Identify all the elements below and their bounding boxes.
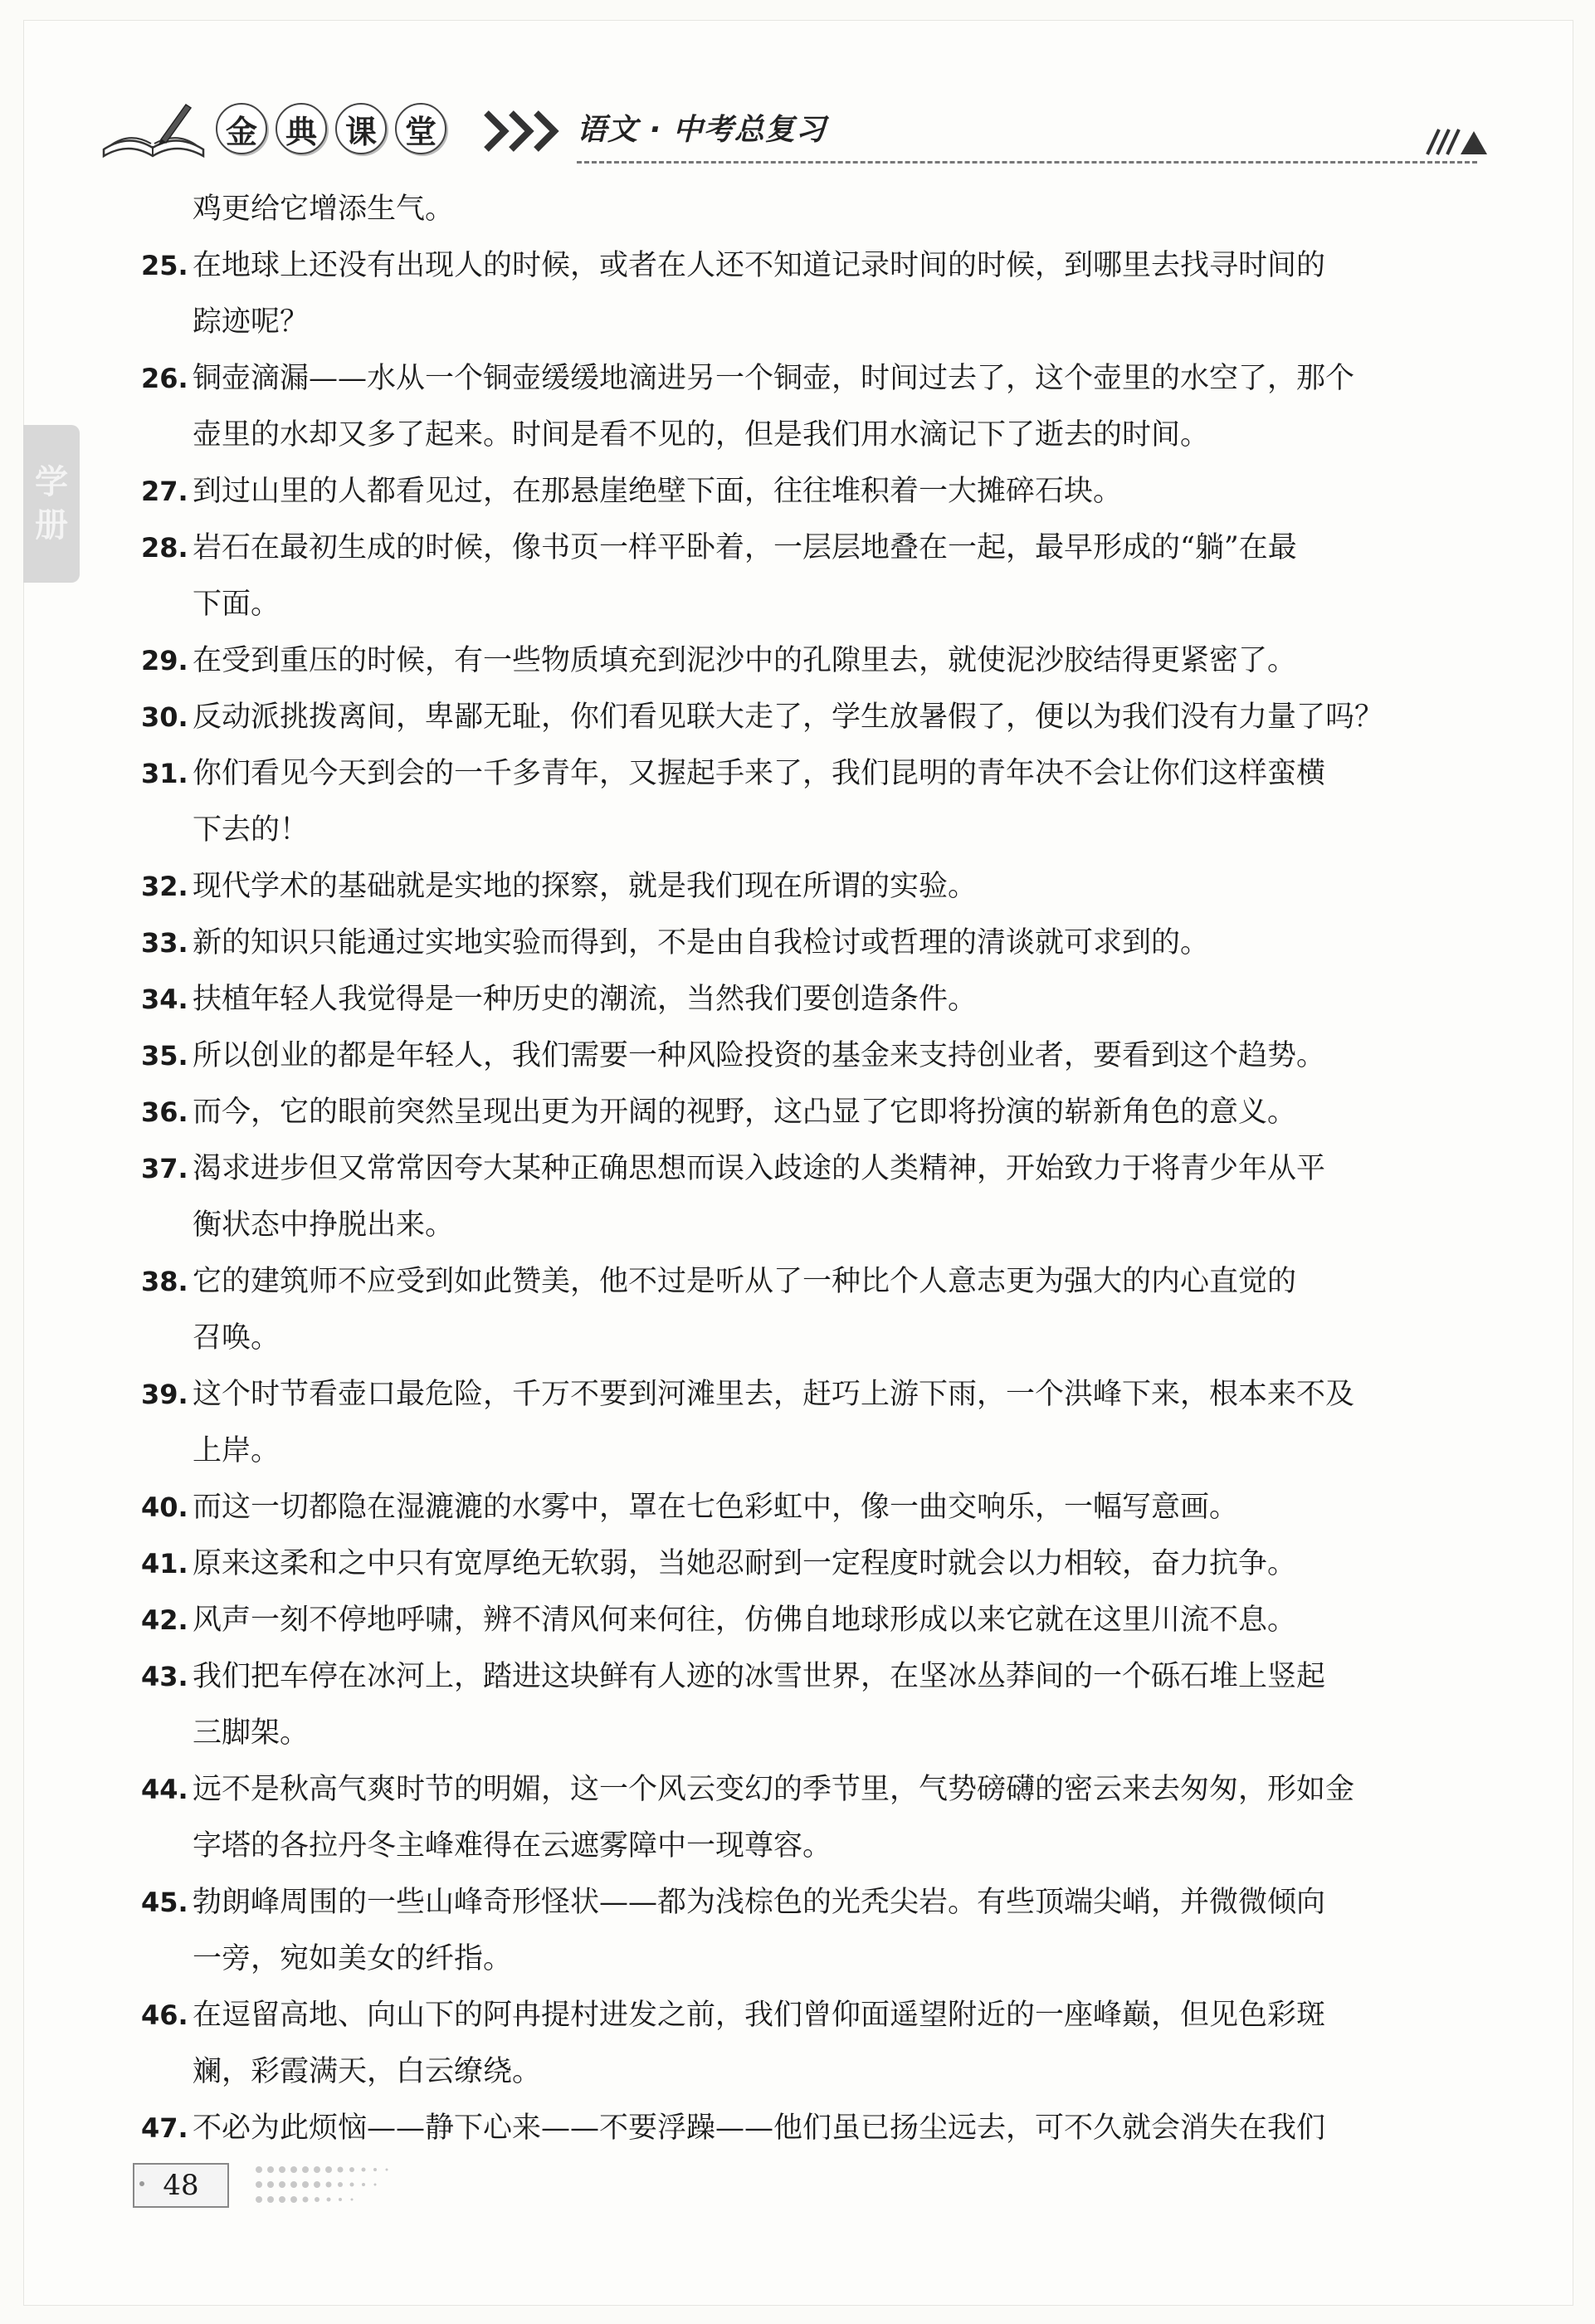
item-text: 斓，彩霞满天，白云缭绕。 bbox=[193, 2055, 542, 2088]
dot-pattern-decoration bbox=[254, 2163, 445, 2206]
item-text: 所以创业的都是年轻人，我们需要一种风险投资的基金来支持创业者，要看到这个趋势。 bbox=[193, 1039, 1326, 1072]
item-number: 47. bbox=[141, 2112, 188, 2144]
item-number: 43. bbox=[141, 1661, 188, 1692]
item-text: 你们看见今天到会的一千多青年，又握起手来了，我们昆明的青年决不会让你们这样蛮横 bbox=[193, 757, 1326, 790]
item-number: 30. bbox=[141, 701, 188, 733]
item-number: 41. bbox=[141, 1548, 188, 1579]
item-text: 铜壶滴漏——水从一个铜壶缓缓地滴进另一个铜壶，时间过去了，这个壶里的水空了，那个 bbox=[193, 362, 1355, 395]
side-tab-char: 册 bbox=[35, 506, 68, 544]
list-item bbox=[141, 1874, 1485, 1987]
item-text: 不必为此烦恼——静下心来——不要浮躁——他们虽已扬尘远去，可不久就会消失在我们 bbox=[193, 2112, 1326, 2145]
brand-char: 堂 bbox=[395, 103, 446, 154]
list-item bbox=[141, 1084, 1485, 1140]
item-text: 下去的！ bbox=[193, 813, 310, 847]
list-item bbox=[141, 745, 1485, 858]
list-item bbox=[141, 2100, 1485, 2156]
item-text: 在受到重压的时候，有一些物质填充到泥沙中的孔隙里去，就使泥沙胶结得更紧密了。 bbox=[193, 644, 1297, 677]
list-item bbox=[141, 1761, 1485, 1874]
list-item bbox=[141, 1592, 1485, 1648]
list-item bbox=[141, 1987, 1485, 2100]
item-number: 32. bbox=[141, 871, 188, 902]
list-item bbox=[141, 1140, 1485, 1253]
side-tab-char: 学 bbox=[35, 463, 68, 501]
item-number: 39. bbox=[141, 1379, 188, 1410]
list-item bbox=[141, 520, 1485, 632]
page-number bbox=[133, 2163, 229, 2208]
item-text: 它的建筑师不应受到如此赞美，他不过是听从了一种比个人意志更为强大的内心直觉的 bbox=[193, 1265, 1297, 1298]
triple-chevron-icon bbox=[483, 108, 566, 154]
item-text: 在地球上还没有出现人的时候，或者在人还不知道记录时间的时候，到哪里去找寻时间的 bbox=[193, 249, 1326, 282]
item-number: 37. bbox=[141, 1153, 188, 1184]
list-item bbox=[141, 237, 1485, 350]
header-divider bbox=[577, 161, 1477, 164]
item-text: 我们把车停在冰河上，踏进这块鲜有人迹的冰雪世界，在坚冰丛莽间的一个砾石堆上竖起 bbox=[193, 1660, 1326, 1693]
list-item bbox=[141, 858, 1485, 915]
list-item bbox=[141, 1366, 1485, 1479]
side-section-tab bbox=[23, 425, 80, 583]
item-text: 现代学术的基础就是实地的探察，就是我们现在所谓的实验。 bbox=[193, 870, 978, 903]
item-number: 42. bbox=[141, 1604, 188, 1636]
list-item bbox=[141, 1028, 1485, 1084]
item-number: 44. bbox=[141, 1774, 188, 1805]
item-text: 远不是秋高气爽时节的明媚，这一个风云变幻的季节里，气势磅礴的密云来去匆匆，形如金 bbox=[193, 1773, 1355, 1806]
item-number: 26. bbox=[141, 363, 188, 394]
item-text: 在逗留高地、向山下的阿冉提村进发之前，我们曾仰面遥望附近的一座峰巅，但见色彩斑 bbox=[193, 1999, 1326, 2032]
list-item bbox=[141, 350, 1485, 463]
item-number: 33. bbox=[141, 927, 188, 959]
item-text: 原来这柔和之中只有宽厚绝无软弱，当她忍耐到一定程度时就会以力相较，奋力抗争。 bbox=[193, 1547, 1297, 1580]
list-item bbox=[141, 1648, 1485, 1761]
sentence-list bbox=[141, 181, 1485, 2156]
item-number: 46. bbox=[141, 1999, 188, 2031]
item-number: 28. bbox=[141, 532, 188, 564]
item-text: 扶植年轻人我觉得是一种历史的潮流，当然我们要创造条件。 bbox=[193, 983, 978, 1016]
item-text: 而这一切都隐在湿漉漉的水雾中，罩在七色彩虹中，像一曲交响乐，一幅写意画。 bbox=[193, 1491, 1239, 1524]
list-item bbox=[141, 1253, 1485, 1366]
item-text: 三脚架。 bbox=[193, 1716, 310, 1750]
brand-char: 金 bbox=[216, 103, 267, 154]
list-item bbox=[141, 915, 1485, 971]
item-text: 下面。 bbox=[193, 588, 280, 621]
item-text: 这个时节看壶口最危险，千万不要到河滩里去，赶巧上游下雨，一个洪峰下来，根本来不及 bbox=[193, 1378, 1355, 1411]
item-number: 40. bbox=[141, 1492, 188, 1523]
item-text: 渴求进步但又常常因夸大某种正确思想而误入歧途的人类精神，开始致力于将青少年从平 bbox=[193, 1152, 1326, 1185]
item-number: 35. bbox=[141, 1040, 188, 1072]
item-number: 31. bbox=[141, 758, 188, 789]
open-book-logo-icon bbox=[100, 98, 207, 164]
item-text: 反动派挑拨离间，卑鄙无耻，你们看见联大走了，学生放暑假了，便以为我们没有力量了吗？ bbox=[193, 701, 1384, 734]
brand-char: 课 bbox=[335, 103, 387, 154]
item-text: 风声一刻不停地呼啸，辨不清风何来何往，仿佛自地球形成以来它就在这里川流不息。 bbox=[193, 1604, 1297, 1637]
list-item bbox=[141, 1536, 1485, 1592]
item-number: 34. bbox=[141, 984, 188, 1015]
item-text: 字塔的各拉丹冬主峰难得在云遮雾障中一现尊容。 bbox=[193, 1829, 832, 1863]
item-text: 一旁，宛如美女的纤指。 bbox=[193, 1942, 513, 1975]
item-text: 而今，它的眼前突然呈现出更为开阔的视野，这凸显了它即将扮演的崭新角色的意义。 bbox=[193, 1096, 1297, 1129]
page-number-text: 48 bbox=[163, 2169, 199, 2202]
slash-triangle-icon bbox=[1424, 124, 1490, 158]
item-number: 27. bbox=[141, 476, 188, 507]
item-text: 到过山里的人都看见过，在那悬崖绝壁下面，往往堆积着一大摊碎石块。 bbox=[193, 475, 1123, 508]
list-item bbox=[141, 632, 1485, 689]
list-item bbox=[141, 463, 1485, 520]
subject-title: 语文 · 中考总复习 bbox=[577, 113, 827, 147]
item-text: 踪迹呢？ bbox=[193, 305, 310, 339]
brand-logo bbox=[216, 103, 446, 154]
item-number: 25. bbox=[141, 250, 188, 281]
brand-char: 典 bbox=[276, 103, 327, 154]
item-number: 29. bbox=[141, 645, 188, 676]
page-tick-icon bbox=[139, 2181, 144, 2186]
list-item bbox=[141, 689, 1485, 745]
item-text: 勃朗峰周围的一些山峰奇形怪状——都为浅棕色的光秃尖岩。有些顶端尖峭，并微微倾向 bbox=[193, 1886, 1326, 1919]
item-number: 36. bbox=[141, 1096, 188, 1128]
item-number: 45. bbox=[141, 1887, 188, 1918]
list-item-continuation: 鸡更给它增添生气。 bbox=[193, 193, 455, 226]
item-text: 壶里的水却又多了起来。时间是看不见的，但是我们用水滴记下了逝去的时间。 bbox=[193, 418, 1210, 452]
item-text: 召唤。 bbox=[193, 1321, 280, 1355]
item-text: 岩石在最初生成的时候，像书页一样平卧着，一层层地叠在一起，最早形成的“躺”在最 bbox=[193, 531, 1297, 564]
item-number: 38. bbox=[141, 1266, 188, 1297]
page-header bbox=[100, 91, 1485, 183]
item-text: 新的知识只能通过实地实验而得到，不是由自我检讨或哲理的清谈就可求到的。 bbox=[193, 926, 1210, 959]
list-item bbox=[141, 1479, 1485, 1536]
item-text: 衡状态中挣脱出来。 bbox=[193, 1208, 455, 1242]
list-item bbox=[141, 971, 1485, 1028]
item-text: 上岸。 bbox=[193, 1434, 280, 1467]
